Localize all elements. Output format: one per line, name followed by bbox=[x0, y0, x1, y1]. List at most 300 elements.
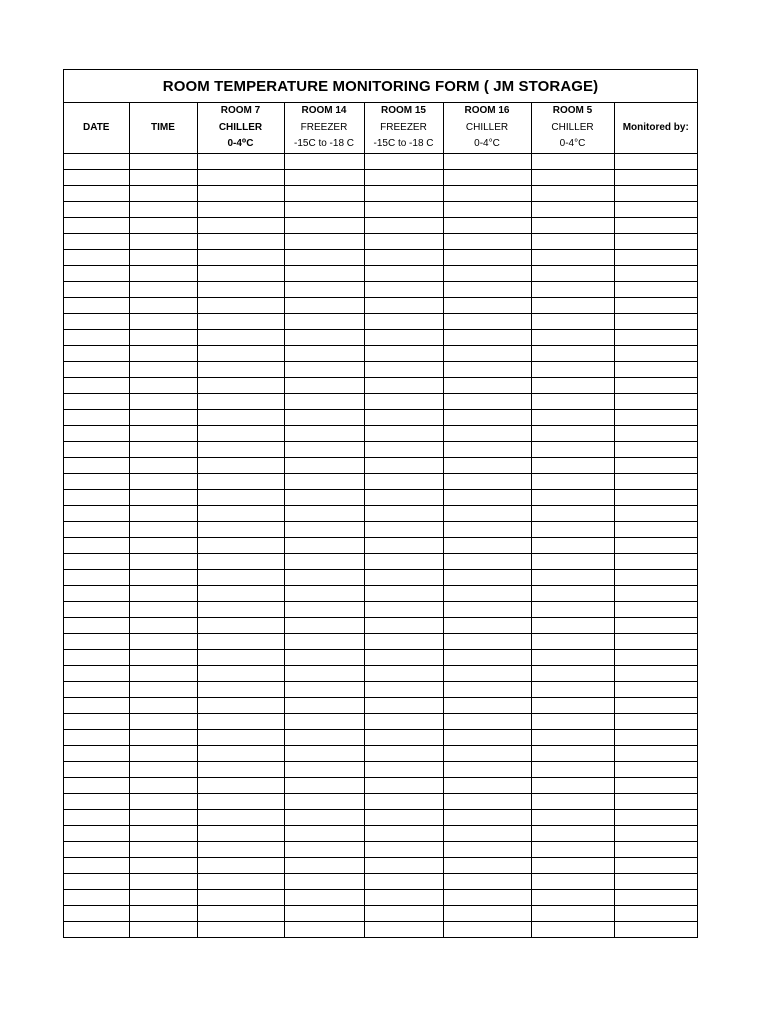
entry-cell-monitored-by[interactable] bbox=[614, 634, 697, 650]
entry-cell-room-7[interactable] bbox=[197, 714, 284, 730]
entry-cell-monitored-by[interactable] bbox=[614, 618, 697, 634]
entry-cell-room-7[interactable] bbox=[197, 314, 284, 330]
entry-cell-room-14[interactable] bbox=[284, 922, 364, 938]
entry-cell-room-5[interactable] bbox=[531, 570, 614, 586]
entry-cell-room-7[interactable] bbox=[197, 218, 284, 234]
entry-cell-time[interactable] bbox=[129, 346, 197, 362]
entry-cell-room-14[interactable] bbox=[284, 762, 364, 778]
entry-cell-time[interactable] bbox=[129, 442, 197, 458]
entry-cell-date[interactable] bbox=[64, 442, 129, 458]
entry-cell-room-16[interactable] bbox=[443, 730, 531, 746]
entry-cell-room-15[interactable] bbox=[364, 730, 443, 746]
entry-cell-room-7[interactable] bbox=[197, 522, 284, 538]
entry-cell-room-7[interactable] bbox=[197, 202, 284, 218]
entry-cell-date[interactable] bbox=[64, 858, 129, 874]
entry-cell-room-7[interactable] bbox=[197, 746, 284, 762]
entry-cell-time[interactable] bbox=[129, 698, 197, 714]
entry-cell-time[interactable] bbox=[129, 682, 197, 698]
entry-cell-date[interactable] bbox=[64, 810, 129, 826]
entry-cell-monitored-by[interactable] bbox=[614, 394, 697, 410]
entry-cell-monitored-by[interactable] bbox=[614, 858, 697, 874]
entry-cell-monitored-by[interactable] bbox=[614, 186, 697, 202]
entry-cell-room-15[interactable] bbox=[364, 362, 443, 378]
entry-cell-room-14[interactable] bbox=[284, 554, 364, 570]
entry-cell-room-7[interactable] bbox=[197, 794, 284, 810]
entry-cell-room-14[interactable] bbox=[284, 282, 364, 298]
entry-cell-room-16[interactable] bbox=[443, 346, 531, 362]
entry-cell-monitored-by[interactable] bbox=[614, 730, 697, 746]
entry-cell-time[interactable] bbox=[129, 426, 197, 442]
entry-cell-time[interactable] bbox=[129, 890, 197, 906]
entry-cell-room-16[interactable] bbox=[443, 618, 531, 634]
entry-cell-room-7[interactable] bbox=[197, 890, 284, 906]
entry-cell-room-15[interactable] bbox=[364, 762, 443, 778]
entry-cell-room-14[interactable] bbox=[284, 810, 364, 826]
entry-cell-room-15[interactable] bbox=[364, 922, 443, 938]
entry-cell-room-5[interactable] bbox=[531, 154, 614, 170]
entry-cell-room-16[interactable] bbox=[443, 218, 531, 234]
entry-cell-room-15[interactable] bbox=[364, 858, 443, 874]
entry-cell-monitored-by[interactable] bbox=[614, 474, 697, 490]
entry-cell-room-15[interactable] bbox=[364, 890, 443, 906]
entry-cell-date[interactable] bbox=[64, 890, 129, 906]
entry-cell-time[interactable] bbox=[129, 506, 197, 522]
entry-cell-room-14[interactable] bbox=[284, 442, 364, 458]
entry-cell-time[interactable] bbox=[129, 234, 197, 250]
entry-cell-room-15[interactable] bbox=[364, 842, 443, 858]
entry-cell-time[interactable] bbox=[129, 154, 197, 170]
entry-cell-monitored-by[interactable] bbox=[614, 746, 697, 762]
entry-cell-time[interactable] bbox=[129, 202, 197, 218]
entry-cell-room-15[interactable] bbox=[364, 634, 443, 650]
entry-cell-room-7[interactable] bbox=[197, 842, 284, 858]
entry-cell-room-16[interactable] bbox=[443, 330, 531, 346]
entry-cell-room-7[interactable] bbox=[197, 298, 284, 314]
entry-cell-date[interactable] bbox=[64, 602, 129, 618]
entry-cell-room-5[interactable] bbox=[531, 426, 614, 442]
entry-cell-room-5[interactable] bbox=[531, 714, 614, 730]
entry-cell-room-16[interactable] bbox=[443, 522, 531, 538]
entry-cell-monitored-by[interactable] bbox=[614, 154, 697, 170]
entry-cell-date[interactable] bbox=[64, 170, 129, 186]
entry-cell-room-14[interactable] bbox=[284, 170, 364, 186]
entry-cell-room-5[interactable] bbox=[531, 250, 614, 266]
entry-cell-room-15[interactable] bbox=[364, 682, 443, 698]
entry-cell-room-14[interactable] bbox=[284, 586, 364, 602]
entry-cell-room-5[interactable] bbox=[531, 282, 614, 298]
entry-cell-room-16[interactable] bbox=[443, 282, 531, 298]
entry-cell-room-15[interactable] bbox=[364, 554, 443, 570]
entry-cell-room-15[interactable] bbox=[364, 202, 443, 218]
entry-cell-date[interactable] bbox=[64, 394, 129, 410]
entry-cell-room-14[interactable] bbox=[284, 890, 364, 906]
entry-cell-room-5[interactable] bbox=[531, 218, 614, 234]
entry-cell-time[interactable] bbox=[129, 538, 197, 554]
entry-cell-room-7[interactable] bbox=[197, 282, 284, 298]
entry-cell-room-7[interactable] bbox=[197, 858, 284, 874]
entry-cell-room-7[interactable] bbox=[197, 730, 284, 746]
entry-cell-room-15[interactable] bbox=[364, 282, 443, 298]
entry-cell-time[interactable] bbox=[129, 554, 197, 570]
entry-cell-date[interactable] bbox=[64, 842, 129, 858]
entry-cell-room-16[interactable] bbox=[443, 826, 531, 842]
entry-cell-date[interactable] bbox=[64, 362, 129, 378]
entry-cell-room-16[interactable] bbox=[443, 394, 531, 410]
entry-cell-room-15[interactable] bbox=[364, 906, 443, 922]
entry-cell-date[interactable] bbox=[64, 330, 129, 346]
entry-cell-room-15[interactable] bbox=[364, 426, 443, 442]
entry-cell-room-15[interactable] bbox=[364, 218, 443, 234]
entry-cell-date[interactable] bbox=[64, 474, 129, 490]
entry-cell-room-16[interactable] bbox=[443, 746, 531, 762]
entry-cell-date[interactable] bbox=[64, 682, 129, 698]
entry-cell-room-5[interactable] bbox=[531, 298, 614, 314]
entry-cell-room-15[interactable] bbox=[364, 522, 443, 538]
entry-cell-room-16[interactable] bbox=[443, 858, 531, 874]
entry-cell-time[interactable] bbox=[129, 314, 197, 330]
entry-cell-room-14[interactable] bbox=[284, 778, 364, 794]
entry-cell-time[interactable] bbox=[129, 634, 197, 650]
entry-cell-date[interactable] bbox=[64, 554, 129, 570]
entry-cell-date[interactable] bbox=[64, 730, 129, 746]
entry-cell-room-7[interactable] bbox=[197, 874, 284, 890]
entry-cell-room-7[interactable] bbox=[197, 154, 284, 170]
entry-cell-monitored-by[interactable] bbox=[614, 522, 697, 538]
entry-cell-room-5[interactable] bbox=[531, 314, 614, 330]
entry-cell-date[interactable] bbox=[64, 906, 129, 922]
entry-cell-room-7[interactable] bbox=[197, 682, 284, 698]
entry-cell-room-7[interactable] bbox=[197, 634, 284, 650]
entry-cell-monitored-by[interactable] bbox=[614, 778, 697, 794]
entry-cell-room-7[interactable] bbox=[197, 330, 284, 346]
entry-cell-room-16[interactable] bbox=[443, 650, 531, 666]
entry-cell-room-14[interactable] bbox=[284, 266, 364, 282]
entry-cell-room-15[interactable] bbox=[364, 746, 443, 762]
entry-cell-room-5[interactable] bbox=[531, 890, 614, 906]
entry-cell-room-15[interactable] bbox=[364, 586, 443, 602]
entry-cell-time[interactable] bbox=[129, 522, 197, 538]
entry-cell-monitored-by[interactable] bbox=[614, 602, 697, 618]
entry-cell-date[interactable] bbox=[64, 826, 129, 842]
entry-cell-room-14[interactable] bbox=[284, 250, 364, 266]
entry-cell-room-7[interactable] bbox=[197, 666, 284, 682]
entry-cell-time[interactable] bbox=[129, 186, 197, 202]
entry-cell-room-14[interactable] bbox=[284, 538, 364, 554]
entry-cell-room-5[interactable] bbox=[531, 778, 614, 794]
entry-cell-room-14[interactable] bbox=[284, 298, 364, 314]
entry-cell-time[interactable] bbox=[129, 922, 197, 938]
entry-cell-room-15[interactable] bbox=[364, 330, 443, 346]
entry-cell-room-14[interactable] bbox=[284, 346, 364, 362]
entry-cell-room-5[interactable] bbox=[531, 170, 614, 186]
entry-cell-time[interactable] bbox=[129, 762, 197, 778]
entry-cell-room-14[interactable] bbox=[284, 698, 364, 714]
entry-cell-room-14[interactable] bbox=[284, 394, 364, 410]
entry-cell-time[interactable] bbox=[129, 650, 197, 666]
entry-cell-date[interactable] bbox=[64, 154, 129, 170]
entry-cell-monitored-by[interactable] bbox=[614, 314, 697, 330]
entry-cell-room-16[interactable] bbox=[443, 778, 531, 794]
entry-cell-monitored-by[interactable] bbox=[614, 570, 697, 586]
entry-cell-room-14[interactable] bbox=[284, 826, 364, 842]
entry-cell-room-14[interactable] bbox=[284, 154, 364, 170]
entry-cell-room-16[interactable] bbox=[443, 234, 531, 250]
entry-cell-monitored-by[interactable] bbox=[614, 490, 697, 506]
entry-cell-monitored-by[interactable] bbox=[614, 650, 697, 666]
entry-cell-room-16[interactable] bbox=[443, 666, 531, 682]
entry-cell-date[interactable] bbox=[64, 490, 129, 506]
entry-cell-room-16[interactable] bbox=[443, 266, 531, 282]
entry-cell-monitored-by[interactable] bbox=[614, 666, 697, 682]
entry-cell-room-16[interactable] bbox=[443, 458, 531, 474]
entry-cell-room-14[interactable] bbox=[284, 202, 364, 218]
entry-cell-date[interactable] bbox=[64, 378, 129, 394]
entry-cell-room-16[interactable] bbox=[443, 442, 531, 458]
entry-cell-room-15[interactable] bbox=[364, 154, 443, 170]
entry-cell-room-15[interactable] bbox=[364, 394, 443, 410]
entry-cell-room-15[interactable] bbox=[364, 618, 443, 634]
entry-cell-time[interactable] bbox=[129, 570, 197, 586]
entry-cell-room-16[interactable] bbox=[443, 682, 531, 698]
entry-cell-room-7[interactable] bbox=[197, 426, 284, 442]
entry-cell-room-14[interactable] bbox=[284, 426, 364, 442]
entry-cell-room-15[interactable] bbox=[364, 538, 443, 554]
entry-cell-monitored-by[interactable] bbox=[614, 874, 697, 890]
entry-cell-room-5[interactable] bbox=[531, 362, 614, 378]
entry-cell-room-14[interactable] bbox=[284, 618, 364, 634]
entry-cell-time[interactable] bbox=[129, 586, 197, 602]
entry-cell-monitored-by[interactable] bbox=[614, 890, 697, 906]
entry-cell-monitored-by[interactable] bbox=[614, 538, 697, 554]
entry-cell-room-5[interactable] bbox=[531, 730, 614, 746]
entry-cell-room-16[interactable] bbox=[443, 186, 531, 202]
entry-cell-room-7[interactable] bbox=[197, 186, 284, 202]
entry-cell-room-5[interactable] bbox=[531, 874, 614, 890]
entry-cell-time[interactable] bbox=[129, 218, 197, 234]
entry-cell-room-5[interactable] bbox=[531, 634, 614, 650]
entry-cell-room-5[interactable] bbox=[531, 538, 614, 554]
entry-cell-room-16[interactable] bbox=[443, 762, 531, 778]
entry-cell-room-15[interactable] bbox=[364, 570, 443, 586]
entry-cell-room-15[interactable] bbox=[364, 250, 443, 266]
entry-cell-room-15[interactable] bbox=[364, 794, 443, 810]
entry-cell-time[interactable] bbox=[129, 330, 197, 346]
entry-cell-room-14[interactable] bbox=[284, 746, 364, 762]
entry-cell-room-5[interactable] bbox=[531, 586, 614, 602]
entry-cell-monitored-by[interactable] bbox=[614, 826, 697, 842]
entry-cell-time[interactable] bbox=[129, 362, 197, 378]
entry-cell-room-7[interactable] bbox=[197, 490, 284, 506]
entry-cell-date[interactable] bbox=[64, 426, 129, 442]
entry-cell-date[interactable] bbox=[64, 794, 129, 810]
entry-cell-room-14[interactable] bbox=[284, 570, 364, 586]
entry-cell-room-5[interactable] bbox=[531, 442, 614, 458]
entry-cell-room-5[interactable] bbox=[531, 554, 614, 570]
entry-cell-room-5[interactable] bbox=[531, 794, 614, 810]
entry-cell-room-16[interactable] bbox=[443, 170, 531, 186]
entry-cell-room-7[interactable] bbox=[197, 442, 284, 458]
entry-cell-room-5[interactable] bbox=[531, 906, 614, 922]
entry-cell-monitored-by[interactable] bbox=[614, 282, 697, 298]
entry-cell-time[interactable] bbox=[129, 282, 197, 298]
entry-cell-room-7[interactable] bbox=[197, 394, 284, 410]
entry-cell-room-5[interactable] bbox=[531, 266, 614, 282]
entry-cell-room-14[interactable] bbox=[284, 794, 364, 810]
entry-cell-date[interactable] bbox=[64, 586, 129, 602]
entry-cell-room-5[interactable] bbox=[531, 858, 614, 874]
entry-cell-monitored-by[interactable] bbox=[614, 506, 697, 522]
entry-cell-time[interactable] bbox=[129, 874, 197, 890]
entry-cell-room-15[interactable] bbox=[364, 826, 443, 842]
entry-cell-time[interactable] bbox=[129, 410, 197, 426]
entry-cell-time[interactable] bbox=[129, 826, 197, 842]
entry-cell-room-14[interactable] bbox=[284, 410, 364, 426]
entry-cell-room-14[interactable] bbox=[284, 714, 364, 730]
entry-cell-room-14[interactable] bbox=[284, 858, 364, 874]
entry-cell-room-16[interactable] bbox=[443, 426, 531, 442]
entry-cell-room-15[interactable] bbox=[364, 698, 443, 714]
entry-cell-date[interactable] bbox=[64, 698, 129, 714]
entry-cell-room-5[interactable] bbox=[531, 746, 614, 762]
entry-cell-room-15[interactable] bbox=[364, 378, 443, 394]
entry-cell-room-16[interactable] bbox=[443, 362, 531, 378]
entry-cell-time[interactable] bbox=[129, 746, 197, 762]
entry-cell-monitored-by[interactable] bbox=[614, 378, 697, 394]
entry-cell-room-5[interactable] bbox=[531, 186, 614, 202]
entry-cell-monitored-by[interactable] bbox=[614, 922, 697, 938]
entry-cell-room-7[interactable] bbox=[197, 570, 284, 586]
entry-cell-date[interactable] bbox=[64, 506, 129, 522]
entry-cell-room-15[interactable] bbox=[364, 266, 443, 282]
entry-cell-time[interactable] bbox=[129, 730, 197, 746]
entry-cell-monitored-by[interactable] bbox=[614, 842, 697, 858]
entry-cell-date[interactable] bbox=[64, 234, 129, 250]
entry-cell-room-16[interactable] bbox=[443, 906, 531, 922]
entry-cell-room-16[interactable] bbox=[443, 842, 531, 858]
entry-cell-room-5[interactable] bbox=[531, 698, 614, 714]
entry-cell-room-7[interactable] bbox=[197, 554, 284, 570]
entry-cell-date[interactable] bbox=[64, 650, 129, 666]
entry-cell-time[interactable] bbox=[129, 458, 197, 474]
entry-cell-room-14[interactable] bbox=[284, 474, 364, 490]
entry-cell-date[interactable] bbox=[64, 778, 129, 794]
entry-cell-monitored-by[interactable] bbox=[614, 442, 697, 458]
entry-cell-monitored-by[interactable] bbox=[614, 346, 697, 362]
entry-cell-time[interactable] bbox=[129, 250, 197, 266]
entry-cell-date[interactable] bbox=[64, 282, 129, 298]
entry-cell-date[interactable] bbox=[64, 202, 129, 218]
entry-cell-room-7[interactable] bbox=[197, 586, 284, 602]
entry-cell-room-15[interactable] bbox=[364, 874, 443, 890]
entry-cell-time[interactable] bbox=[129, 906, 197, 922]
entry-cell-room-14[interactable] bbox=[284, 634, 364, 650]
entry-cell-room-16[interactable] bbox=[443, 250, 531, 266]
entry-cell-room-16[interactable] bbox=[443, 586, 531, 602]
entry-cell-room-16[interactable] bbox=[443, 554, 531, 570]
entry-cell-monitored-by[interactable] bbox=[614, 458, 697, 474]
entry-cell-monitored-by[interactable] bbox=[614, 794, 697, 810]
entry-cell-room-15[interactable] bbox=[364, 650, 443, 666]
entry-cell-date[interactable] bbox=[64, 266, 129, 282]
entry-cell-room-14[interactable] bbox=[284, 682, 364, 698]
entry-cell-time[interactable] bbox=[129, 842, 197, 858]
entry-cell-room-16[interactable] bbox=[443, 410, 531, 426]
entry-cell-monitored-by[interactable] bbox=[614, 362, 697, 378]
entry-cell-date[interactable] bbox=[64, 186, 129, 202]
entry-cell-room-15[interactable] bbox=[364, 170, 443, 186]
entry-cell-room-15[interactable] bbox=[364, 234, 443, 250]
entry-cell-room-7[interactable] bbox=[197, 538, 284, 554]
entry-cell-time[interactable] bbox=[129, 266, 197, 282]
entry-cell-time[interactable] bbox=[129, 666, 197, 682]
entry-cell-room-15[interactable] bbox=[364, 506, 443, 522]
entry-cell-date[interactable] bbox=[64, 922, 129, 938]
entry-cell-time[interactable] bbox=[129, 378, 197, 394]
entry-cell-room-7[interactable] bbox=[197, 458, 284, 474]
entry-cell-room-16[interactable] bbox=[443, 570, 531, 586]
entry-cell-room-7[interactable] bbox=[197, 698, 284, 714]
entry-cell-date[interactable] bbox=[64, 410, 129, 426]
entry-cell-monitored-by[interactable] bbox=[614, 266, 697, 282]
entry-cell-date[interactable] bbox=[64, 314, 129, 330]
entry-cell-room-15[interactable] bbox=[364, 714, 443, 730]
entry-cell-room-14[interactable] bbox=[284, 330, 364, 346]
entry-cell-time[interactable] bbox=[129, 602, 197, 618]
entry-cell-room-16[interactable] bbox=[443, 538, 531, 554]
entry-cell-room-5[interactable] bbox=[531, 922, 614, 938]
entry-cell-monitored-by[interactable] bbox=[614, 698, 697, 714]
entry-cell-room-16[interactable] bbox=[443, 922, 531, 938]
entry-cell-room-5[interactable] bbox=[531, 330, 614, 346]
entry-cell-room-15[interactable] bbox=[364, 490, 443, 506]
entry-cell-room-15[interactable] bbox=[364, 602, 443, 618]
entry-cell-room-7[interactable] bbox=[197, 362, 284, 378]
entry-cell-room-5[interactable] bbox=[531, 810, 614, 826]
entry-cell-room-14[interactable] bbox=[284, 522, 364, 538]
entry-cell-date[interactable] bbox=[64, 666, 129, 682]
entry-cell-room-7[interactable] bbox=[197, 602, 284, 618]
entry-cell-time[interactable] bbox=[129, 794, 197, 810]
entry-cell-room-7[interactable] bbox=[197, 650, 284, 666]
entry-cell-room-16[interactable] bbox=[443, 154, 531, 170]
entry-cell-room-5[interactable] bbox=[531, 650, 614, 666]
entry-cell-date[interactable] bbox=[64, 634, 129, 650]
entry-cell-room-16[interactable] bbox=[443, 474, 531, 490]
entry-cell-room-14[interactable] bbox=[284, 506, 364, 522]
entry-cell-room-7[interactable] bbox=[197, 474, 284, 490]
entry-cell-room-15[interactable] bbox=[364, 474, 443, 490]
entry-cell-room-16[interactable] bbox=[443, 298, 531, 314]
entry-cell-room-16[interactable] bbox=[443, 634, 531, 650]
entry-cell-room-14[interactable] bbox=[284, 842, 364, 858]
entry-cell-room-15[interactable] bbox=[364, 298, 443, 314]
entry-cell-date[interactable] bbox=[64, 522, 129, 538]
entry-cell-room-14[interactable] bbox=[284, 458, 364, 474]
entry-cell-time[interactable] bbox=[129, 858, 197, 874]
entry-cell-room-5[interactable] bbox=[531, 602, 614, 618]
entry-cell-monitored-by[interactable] bbox=[614, 426, 697, 442]
entry-cell-date[interactable] bbox=[64, 714, 129, 730]
entry-cell-monitored-by[interactable] bbox=[614, 202, 697, 218]
entry-cell-room-14[interactable] bbox=[284, 362, 364, 378]
entry-cell-monitored-by[interactable] bbox=[614, 554, 697, 570]
entry-cell-room-15[interactable] bbox=[364, 346, 443, 362]
entry-cell-room-7[interactable] bbox=[197, 346, 284, 362]
entry-cell-room-14[interactable] bbox=[284, 602, 364, 618]
entry-cell-room-16[interactable] bbox=[443, 602, 531, 618]
entry-cell-room-16[interactable] bbox=[443, 378, 531, 394]
entry-cell-room-7[interactable] bbox=[197, 618, 284, 634]
